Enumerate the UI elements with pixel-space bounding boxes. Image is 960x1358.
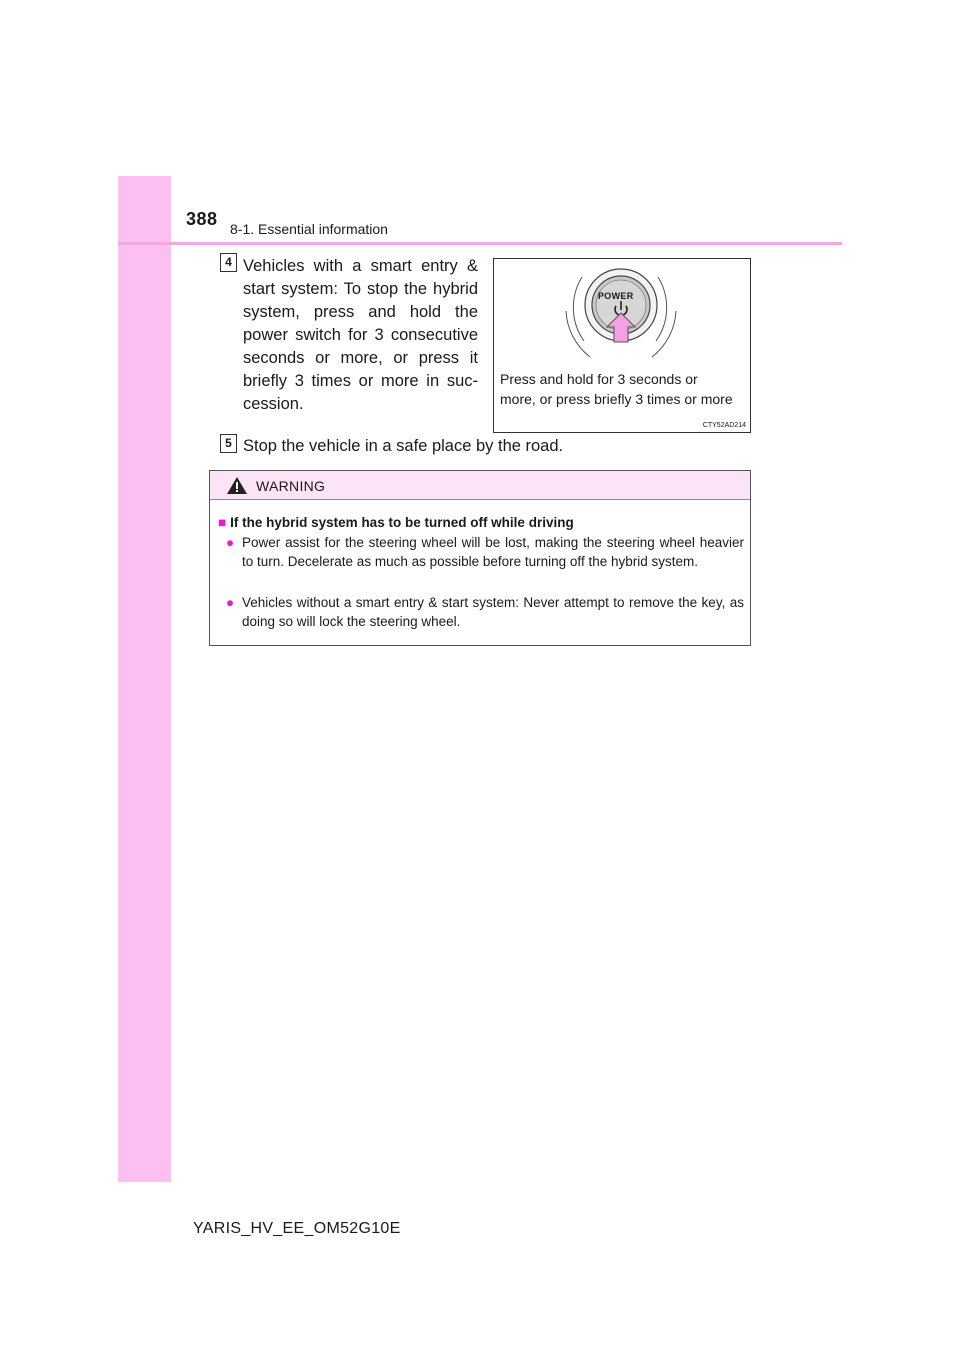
warning-heading-text: If the hybrid system has to be turned off while driving bbox=[230, 515, 574, 530]
side-tab-bar bbox=[118, 176, 171, 1182]
figure-caption-line-1: Press and hold for 3 seconds or bbox=[500, 371, 698, 387]
bullet-dot-icon: ● bbox=[226, 535, 235, 550]
warning-title: WARNING bbox=[256, 478, 326, 494]
power-switch-illustration bbox=[493, 258, 751, 433]
warning-bullet-text: Vehicles without a smart entry & start system: Never attempt to remove the key, as doing so will lock the steering wheel. bbox=[242, 595, 744, 629]
warning-bullet-text: Power assist for the steering wheel will be lost, making the steering wheel heavier to turn. Decelerate as much as possible before turning off the hybrid system. bbox=[242, 535, 744, 569]
warning-triangle-icon bbox=[227, 477, 247, 494]
step-number-5: 5 bbox=[220, 434, 237, 453]
square-bullet-icon: ■ bbox=[218, 515, 227, 530]
step-5-text: Stop the vehicle in a safe place by the road. bbox=[243, 437, 564, 455]
power-button-label: POWER bbox=[598, 291, 634, 301]
header-divider bbox=[118, 242, 842, 245]
page-number: 388 bbox=[186, 209, 218, 229]
step-4-text: Vehicles with a smart entry & start system: To stop the hybrid system, press and hold the power switch for 3 consecutive seconds or more, or press it briefly 3 times or more in suc-cession. bbox=[243, 257, 478, 413]
warning-box bbox=[209, 470, 751, 646]
step-number-4: 4 bbox=[220, 253, 237, 272]
section-title: 8-1. Essential information bbox=[230, 221, 388, 237]
footer-document-code: YARIS_HV_EE_OM52G10E bbox=[193, 1220, 401, 1237]
figure-caption bbox=[500, 369, 733, 409]
warning-bullet bbox=[226, 534, 744, 571]
bullet-dot-icon: ● bbox=[226, 595, 235, 610]
figure-code: CTY52AD214 bbox=[702, 422, 746, 429]
warning-heading bbox=[218, 515, 574, 530]
figure-caption-line-2: more, or press briefly 3 times or more bbox=[500, 391, 733, 407]
warning-bullet bbox=[226, 594, 744, 631]
warning-header bbox=[210, 471, 750, 500]
